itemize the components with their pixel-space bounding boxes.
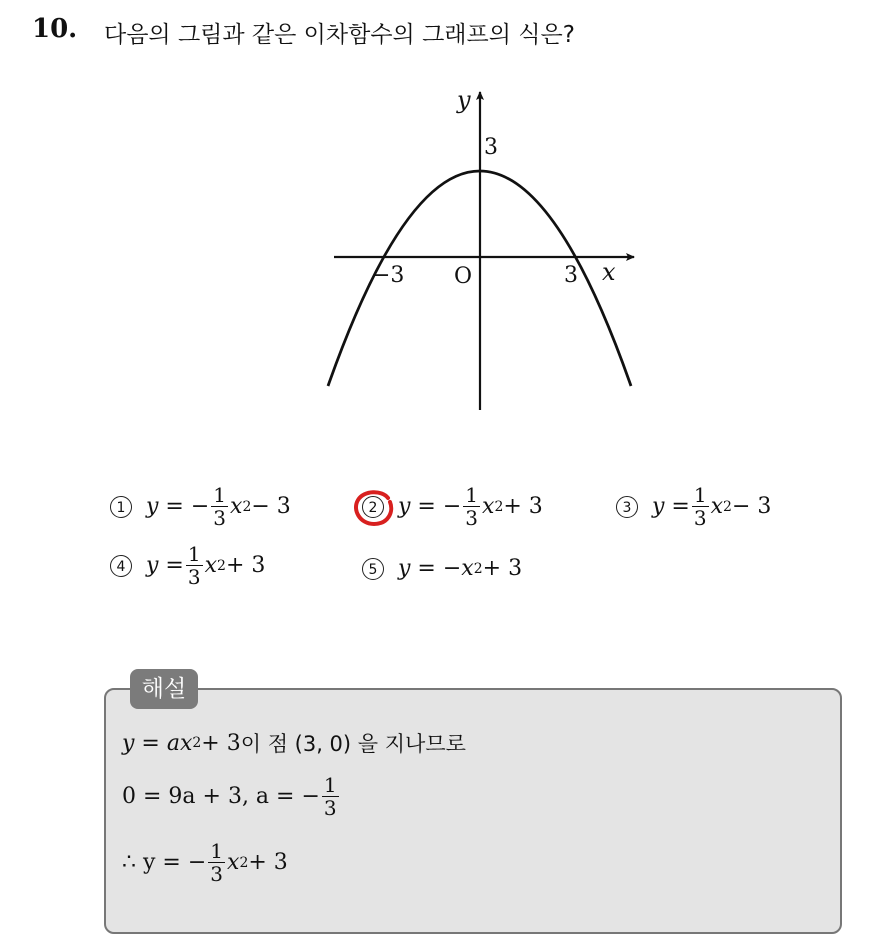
y-axis-label: y	[457, 86, 471, 114]
choice-fraction: $\frac{1}{3}$	[465, 483, 479, 530]
choice-marker: 5	[362, 558, 384, 580]
choice-lhs: y =	[652, 494, 690, 519]
solution-line-3-tail: + 3	[248, 850, 288, 875]
choice-3[interactable]: 3 y = $\frac{1}{3}$ x 2 − 3	[616, 484, 771, 529]
choice-fraction: $\frac{1}{3}$	[693, 483, 707, 530]
solution-line-3-var: x	[227, 850, 240, 875]
solution-line-2-math: 0 = 9a + 3, a = −	[122, 784, 320, 809]
solution-line-3: ∴ y = − $\frac{1}{3}$ x 2 + 3	[122, 839, 288, 886]
choice-2[interactable]: 2 y = − $\frac{1}{3}$ x 2 + 3	[362, 484, 543, 529]
choice-lhs: y = −	[398, 494, 462, 519]
choice-tail: − 3	[251, 494, 291, 519]
choice-marker: 1	[110, 496, 132, 518]
choice-var: x	[204, 553, 218, 578]
solution-line-3-fraction: $\frac{1}{3}$	[210, 839, 224, 886]
choice-marker: 4	[110, 555, 132, 577]
choice-var: x	[482, 494, 495, 519]
solution-line-1-tail: + 3	[201, 730, 241, 756]
y-intercept-label: 3	[484, 135, 498, 160]
selected-answer-mark	[352, 488, 400, 530]
choice-4[interactable]: 4 y = $\frac{1}{3}$ x 2 + 3	[110, 543, 265, 588]
x-axis-label: x	[602, 258, 616, 286]
choice-var: x	[710, 494, 724, 519]
question-text: 다음의 그림과 같은 이차함수의 그래프의 식은?	[104, 22, 575, 48]
pos-root-label: 3	[564, 263, 578, 288]
solution-line-1-math: y = ax	[122, 730, 193, 756]
parabola-graph	[320, 80, 650, 420]
origin-label: O	[454, 264, 473, 289]
choice-var: x	[230, 494, 243, 519]
choice-tail: + 3	[225, 553, 266, 578]
choice-fraction: $\frac{1}{3}$	[187, 542, 201, 589]
solution-line-2-fraction: $\frac{1}{3}$	[323, 773, 337, 820]
choice-marker: 2	[362, 496, 384, 518]
choice-lhs: y = −	[146, 494, 210, 519]
choice-marker: 3	[616, 496, 638, 518]
choice-tail: − 3	[731, 494, 772, 519]
neg-root-label: −3	[372, 263, 405, 288]
solution-tag: 해설	[130, 669, 198, 709]
choice-fraction: $\frac{1}{3}$	[213, 483, 227, 530]
choice-var: x	[461, 556, 474, 581]
solution-line-1-text: 이 점 (3, 0) 을 지나므로	[240, 732, 466, 756]
question-number: 10.	[32, 14, 78, 44]
solution-line-3-math: ∴ y = −	[122, 850, 207, 875]
choice-tail: + 3	[482, 556, 523, 581]
solution-line-2	[122, 774, 341, 819]
choice-lhs: y = −	[398, 556, 462, 581]
choice-5[interactable]: 5 y = − x 2 + 3	[362, 556, 522, 581]
choice-1[interactable]: 1 y = − $\frac{1}{3}$ x 2 − 3	[110, 484, 291, 529]
choice-tail: + 3	[503, 494, 543, 519]
solution-line-1: y = ax 2 + 3 이 점 (3, 0) 을 지나므로	[122, 728, 466, 758]
choice-lhs: y =	[146, 553, 184, 578]
